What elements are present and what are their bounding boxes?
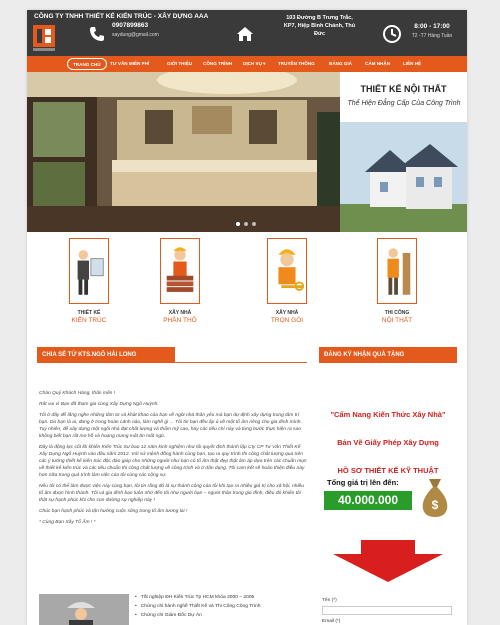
article-paragraph: Rất vui vì Bạn đã tham gia cùng Xây Dựng Ngô Huỳnh. — [39, 402, 159, 407]
bricklayer-icon — [160, 238, 200, 304]
article-paragraph: Chào Quý Khách Hàng, thân mến ! — [39, 391, 116, 396]
nav-item-contact[interactable]: LIÊN HỆ — [403, 61, 422, 66]
service-interior-line2: NỘI THẤT — [381, 317, 413, 324]
email-field-label: Email (*) — [322, 619, 341, 624]
slider-dot-3[interactable] — [252, 222, 256, 226]
service-architecture-line1: THIẾT KẾ — [77, 310, 101, 316]
section-underline-share — [175, 362, 307, 363]
nav-item-services[interactable]: DỊCH VỤ ▾ — [243, 61, 266, 66]
hero-caption-panel — [340, 72, 467, 232]
nav-item-media[interactable]: TRUYỀN THÔNG — [278, 61, 315, 66]
service-architecture-line2: KIẾN TRÚC — [71, 317, 107, 324]
nav-item-about[interactable]: GIỚI THIỆU — [167, 61, 193, 66]
phone-number[interactable]: 0907899863 — [112, 22, 149, 29]
credential-item: • Chứng chỉ hành nghề Thiết Kế và Thi Công Công Trình — [135, 602, 260, 611]
nav-item-free-consult[interactable]: TƯ VẤN MIỄN PHÍ — [110, 61, 150, 66]
slider-dots — [236, 222, 266, 228]
service-rough-build-line2: PHẦN THÔ — [163, 317, 197, 324]
article-paragraph: Tôi ở đây để lắng nghe những tâm tư và khát khao của bạn về ngôi nhà thân yêu mà bạn dự định xây dựng trong tâm trí bạn. Dù bạn là ai, đang ở trong hoàn cảnh nào, làm nghề gì ... Tôi tin bạn đều ấp ủ về một tổ ấm riêng cho gia đình mình. Tuy nhiên, để xây dựng một ngôi nhà đạt chất lượng và thẩm mỹ cao, hay các tiêu chí này và từng bước thực hiện ra sao không biết bạn rất mơ hồ và hoang mang mất ăn mất ngủ. — [39, 413, 302, 439]
phone-icon — [87, 24, 107, 44]
promo-permit-drawing: Bản Vẽ Giấy Phép Xây Dựng — [337, 438, 439, 447]
top-header-bar — [27, 10, 467, 56]
section-header-share: CHIA SẺ TỪ KTS.NGÔ HẢI LONG — [37, 347, 175, 363]
bedroom-interior-image — [27, 72, 340, 232]
nav-item-pricing[interactable]: BẢNG GIÁ — [329, 61, 352, 66]
slider-dot-2[interactable] — [244, 222, 248, 226]
address-text: 103 Đường B Trưng Trắc, KP7, Hiệp Bình Chánh, Thủ Đức — [283, 15, 356, 37]
architect-photo — [39, 594, 129, 625]
money-bag-icon — [419, 475, 451, 517]
article-body — [39, 390, 307, 530]
company-logo[interactable] — [33, 25, 55, 51]
home-icon — [235, 24, 255, 44]
hero-subtitle: Thể Hiện Đẳng Cấp Của Công Trình — [347, 100, 461, 107]
opening-days: T2 -T7 Hàng Tuần — [411, 33, 453, 39]
gift-promo-banner — [319, 380, 457, 580]
credential-item: • Chứng chỉ Giám Đốc Dự Án — [135, 611, 260, 620]
article-paragraph: Nếu tôi có thể làm được việc này cùng bạn, tôi tin rằng đó là sự thành công của tôi khi tạo ra nhiều giá trị cho xã hội, nhiều tổ ấm được hình thành. Tôi và gia đình bạn luôn nhớ đến tôi như người bạn – người thân trong gia đình, điều đó khiến tôi thật sự hạnh phúc khi cho con đường sự nghiệp này ! — [39, 484, 304, 503]
architect-worker-icon — [69, 238, 109, 304]
main-nav — [27, 56, 467, 72]
service-rough-build-line1: XÂY NHÀ — [168, 310, 192, 316]
section-header-gift: ĐĂNG KÝ NHẬN QUÀ TẶNG — [319, 347, 457, 363]
clock-icon — [382, 24, 402, 44]
article-signoff: * Cùng Bạn Xây Tổ Ấm ! * — [39, 520, 96, 525]
hero-title: THIẾT KẾ NỘI THẤT — [360, 84, 447, 94]
article-paragraph: Đây là động lực cốt lõi khiến Kiến Trúc Sư bao 12 năm kinh nghiệm như tôi quyết định thành lập Cty CP Tư Vấn Thiết Kế Xây Dựng Ngô Huỳnh vào đầu năm 2012. Với sứ mệnh đồng hành cùng bạn, tạo ra quy trình thi công chất lượng qua trên các ý tưởng thiết kế kiến trúc độc đáo giúp cho những người như bạn có tổ ấm thật đẹp thật ấm áp dựa trên các chuẩn mực về thiết kế kiến trúc và các tiêu chuẩn thi công chất lượng về công trình và ở dân dụng. Tôi cam kết sẽ hoàn thiện điều này hơn nữa trong quá trình làm việc của tôi cùng các cộng sự. — [39, 445, 307, 478]
villa-render-image — [340, 122, 467, 232]
name-input[interactable] — [322, 606, 452, 615]
promo-price: 40.000.000 — [324, 491, 412, 510]
service-turnkey-build-line1: XÂY NHÀ — [275, 310, 299, 316]
worker-key-icon — [267, 238, 307, 304]
name-field-label: Tên (*) — [322, 598, 337, 603]
page — [27, 10, 467, 625]
promo-handbook: "Cẩm Nang Kiến Thức Xây Nhà" — [330, 410, 446, 419]
nav-item-projects[interactable]: CÔNG TRÌNH — [203, 61, 233, 66]
service-interior-line1: THI CÔNG — [384, 310, 410, 316]
opening-hours: 8:00 - 17:00 — [414, 23, 450, 30]
nav-item-testimonials[interactable]: CẢM NHẬN — [365, 61, 391, 66]
company-name: CÔNG TY TNHH THIẾT KẾ KIẾN TRÚC - XÂY DỰNG AAA — [34, 13, 209, 20]
slider-dot-1[interactable] — [236, 222, 240, 226]
down-arrow-icon — [333, 540, 443, 582]
credentials-list — [135, 593, 260, 620]
nav-item-home[interactable]: TRANG CHỦ — [67, 58, 107, 70]
credential-item: • Tốt nghiệp ĐH Kiến Trúc Tp HCM khóa 2000 – 2005 — [135, 593, 260, 602]
email-address[interactable]: saydung@gmail.com — [112, 32, 159, 38]
carpenter-icon — [377, 238, 417, 304]
hero-slider[interactable] — [27, 72, 467, 232]
promo-total-label: Tổng giá trị lên đến: — [327, 478, 399, 487]
promo-technical-docs: HỒ SƠ THIẾT KẾ KỸ THUẬT — [337, 466, 439, 475]
article-paragraph: Chúc bạn hạnh phúc và tận hưởng cuộc sống trong tổ ấm tương lai ! — [39, 509, 188, 514]
service-turnkey-build-line2: TRỌN GÓI — [270, 317, 304, 324]
svg-text:$: $ — [431, 498, 439, 512]
